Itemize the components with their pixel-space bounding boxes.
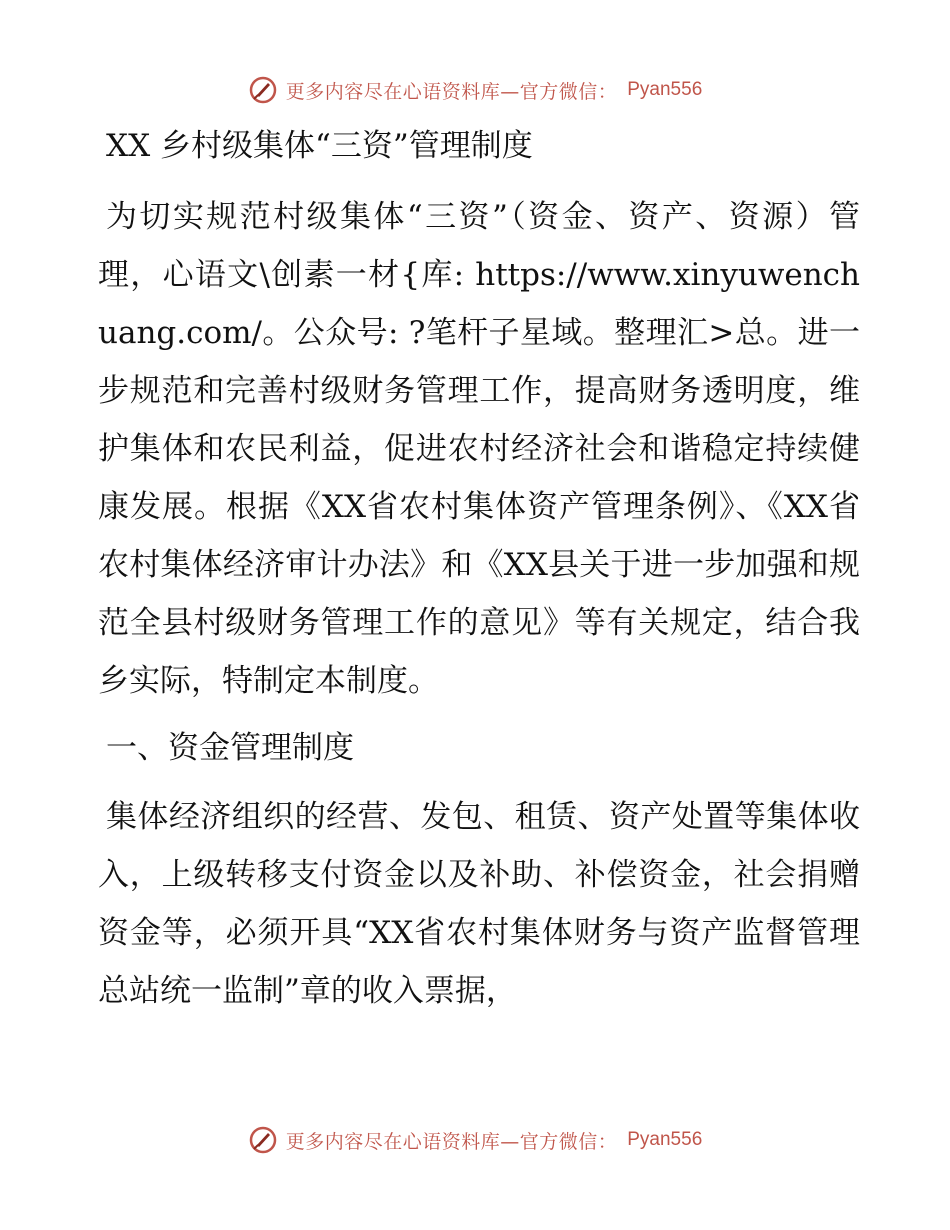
intro-paragraph: 为切实规范村级集体“三资”（资金、资产、资源）管理，心语文\创素一材{库: https://www.xinyuwenchuang.com/。公众号: ?笔杆子星域。整理汇>总。进一步规范和完善村级财务管理工作，提高财务透明度，维护集体和农民利益，促进农村经济社会和谐稳定持续健康发展。根据《XX省农村集体资产管理条例》、《XX省农村集体经济审计办法》和《XX县关于进一步加强和规范全县村级财务管理工作的意见》等有关规定，结合我乡实际，特制定本制度。 (98, 199, 860, 699)
section-paragraph-funds: 集体经济组织的经营、发包、租赁、资产处置等集体收入，上级转移支付资金以及补助、补偿资金，社会捐赠资金等，必须开具“XX省农村集体财务与资产监督管理总站统一监制”章的收入票据， (98, 799, 860, 1009)
watermark-wechat-id: Pyan556 (627, 79, 703, 100)
document-title: XX 乡村级集体“三资”管理制度 (106, 128, 533, 164)
watermark-text: 更多内容尽在心语资料库—官方微信： (285, 1130, 618, 1153)
watermark-wechat-id: Pyan556 (627, 1129, 703, 1150)
header-watermark (0, 70, 950, 110)
brand-logo-icon (248, 1125, 278, 1155)
section-heading-funds: 一、资金管理制度 (106, 730, 354, 766)
brand-logo-icon (248, 75, 278, 105)
footer-watermark (0, 1120, 950, 1160)
document-body (98, 120, 860, 1020)
watermark-text: 更多内容尽在心语资料库—官方微信： (285, 80, 618, 103)
